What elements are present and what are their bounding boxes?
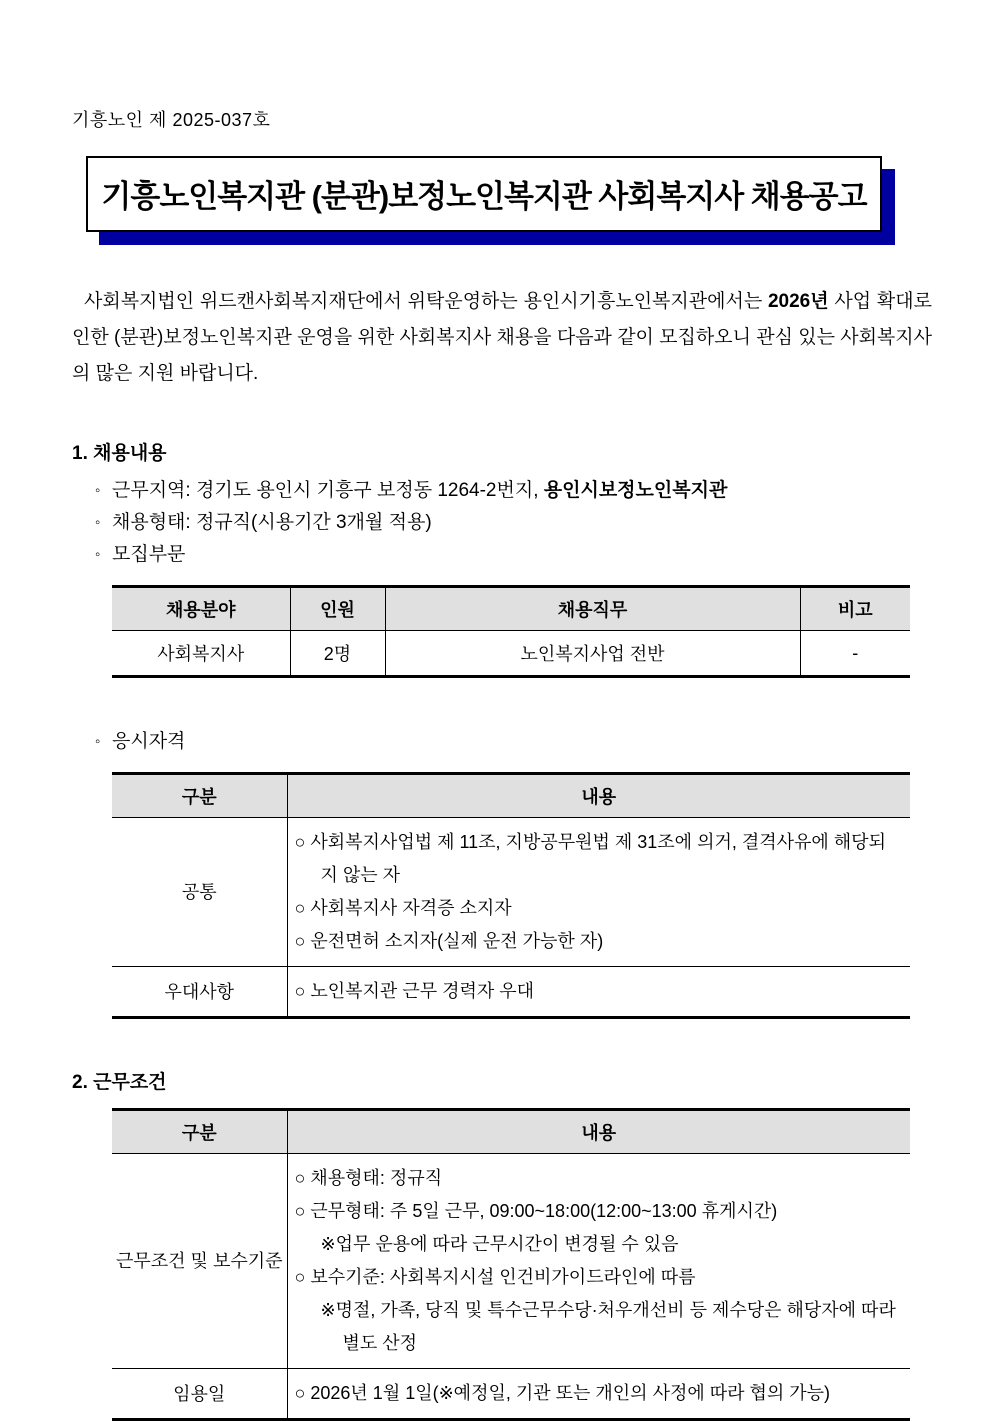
qualification-text: 응시자격 (112, 731, 186, 752)
recruit-header-count: 인원 (290, 587, 385, 631)
bullet-icon: ◦ (95, 733, 101, 750)
recruit-header-note: 비고 (800, 587, 910, 631)
section2-heading: 2. 근무조건 (72, 1072, 167, 1093)
work-table-header-row (112, 1110, 910, 1154)
work-conditions-note: ※명절, 가족, 당직 및 특수근무수당·처우개선비 등 제수당은 해당자에 따라 별도 산정 (320, 1300, 896, 1353)
bullet-item-location (95, 475, 932, 507)
location-text: 근무지역: 경기도 용인시 기흥구 보정동 1264-2번지, (112, 480, 544, 501)
bullet-icon: ◦ (95, 514, 101, 531)
recruit-cell-note: - (800, 631, 910, 677)
work-row-appointment (112, 1369, 910, 1420)
qual-row-common (112, 818, 910, 967)
recruit-cell-count: 2명 (290, 631, 385, 677)
qual-common-line: ○ 사회복지사업법 제 11조, 지방공무원법 제 31조에 의거, 결격사유에 해당되지 않는 자 (294, 832, 886, 885)
qual-common-label: 공통 (181, 882, 217, 902)
intro-paragraph (72, 284, 932, 392)
title-banner (86, 156, 882, 232)
recruit-header-field: 채용분야 (112, 587, 290, 631)
section1-bullet-list (72, 475, 932, 571)
qual-row-preference (112, 967, 910, 1018)
qual-header-category: 구분 (112, 774, 287, 818)
bullet-item-qualification (95, 726, 932, 758)
qual-preference-label: 우대사항 (112, 967, 287, 1018)
qual-common-content (287, 818, 910, 967)
work-conditions-label: 근무조건 및 보수기준 (116, 1251, 283, 1271)
recruit-header-duty: 채용직무 (385, 587, 800, 631)
work-conditions-content (287, 1154, 910, 1369)
bullet-item-employment-type (95, 507, 932, 539)
qualification-table (112, 772, 910, 1019)
qual-preference-content (287, 967, 910, 1018)
title-box (86, 156, 882, 232)
work-conditions-line: ○ 보수기준: 사회복지시설 인건비가이드라인에 따름 (294, 1267, 696, 1287)
work-header-detail: 내용 (287, 1110, 910, 1154)
work-conditions-note: ※업무 운용에 따라 근무시간이 변경될 수 있음 (320, 1234, 679, 1254)
appointment-label: 임용일 (112, 1369, 287, 1420)
work-conditions-line: ○ 채용형태: 정규직 (294, 1168, 443, 1188)
qual-preference-line: ○ 노인복지관 근무 경력자 우대 (294, 981, 535, 1001)
recruit-table-row (112, 631, 910, 677)
doc-title: 기흥노인복지관 (분관)보정노인복지관 사회복지사 채용공고 (101, 179, 867, 214)
recruit-table-header-row (112, 587, 910, 631)
work-conditions-line: ○ 근무형태: 주 5일 근무, 09:00~18:00(12:00~13:00 휴게시간) (294, 1201, 778, 1221)
section1-heading: 1. 채용내용 (72, 443, 167, 464)
doc-number: 기흥노인 제 2025-037호 (72, 110, 271, 130)
work-conditions-table (112, 1108, 910, 1421)
bullet-icon: ◦ (95, 546, 101, 563)
qual-common-line: ○ 운전면허 소지자(실제 운전 가능한 자) (294, 931, 604, 951)
intro-text-bold-year: 2026년 (767, 291, 829, 312)
recruit-cell-field: 사회복지사 (157, 644, 245, 664)
work-header-category: 구분 (112, 1110, 287, 1154)
intro-text-1: 사회복지법인 위드캔사회복지재단에서 위탁운영하는 용인시기흥노인복지관에서는 (84, 291, 768, 312)
employment-type-text: 채용형태: 정규직(시용기간 3개월 적용) (112, 512, 432, 533)
qual-common-line: ○ 사회복지사 자격증 소지자 (294, 898, 512, 918)
work-row-conditions (112, 1154, 910, 1369)
recruit-cell-duty: 노인복지사업 전반 (385, 631, 800, 677)
recruit-field-text: 모집부문 (112, 544, 186, 565)
location-text-bold: 용인시보정노인복지관 (543, 480, 728, 501)
appointment-line: ○ 2026년 1월 1일(※예정일, 기관 또는 개인의 사정에 따라 협의 가능) (294, 1383, 831, 1403)
qualification-table-header-row (112, 774, 910, 818)
recruit-table (112, 585, 910, 678)
bullet-icon: ◦ (95, 482, 101, 499)
appointment-content (287, 1369, 910, 1420)
qual-header-detail: 내용 (287, 774, 910, 818)
bullet-item-recruit-field (95, 539, 932, 571)
intro-text-2: 사업 확대로 인한 (분관)보정노인복지관 운영을 위한 사회복지사 채용을 다음과 같이 모집하오니 관심 있는 사회복지사의 많은 지원 바랍니다. (72, 291, 932, 384)
